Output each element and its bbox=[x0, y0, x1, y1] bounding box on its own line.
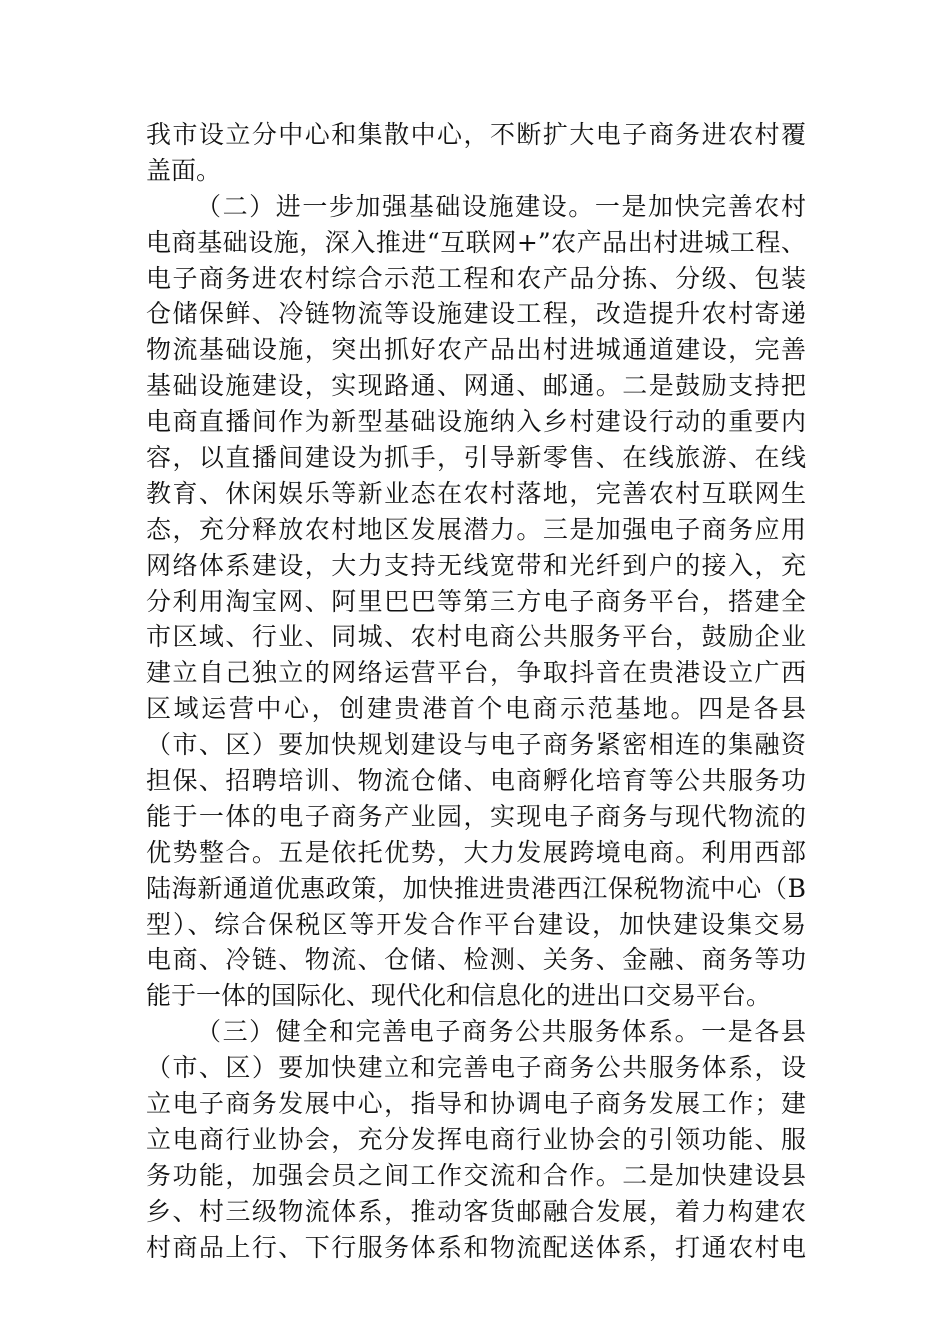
text-line: 务功能，加强会员之间工作交流和合作。二是加快建设县 bbox=[146, 1160, 806, 1190]
text-line: 基础设施建设，实现路通、网通、邮通。二是鼓励支持把 bbox=[146, 371, 806, 401]
text-line: 区域运营中心，创建贵港首个电商示范基地。四是各县 bbox=[146, 694, 806, 724]
text-line: （二）进一步加强基础设施建设。一是加快完善农村 bbox=[196, 191, 806, 221]
text-line: 我市设立分中心和集散中心，不断扩大电子商务进农村覆 bbox=[146, 120, 806, 149]
document-body bbox=[146, 117, 806, 1266]
text-line: （市、区）要加快规划建设与电子商务紧密相连的集融资 bbox=[146, 730, 806, 760]
text-line: 态，充分释放农村地区发展潜力。三是加强电子商务应用 bbox=[146, 514, 806, 544]
text-line: 电商、冷链、物流、仓储、检测、关务、金融、商务等功 bbox=[146, 945, 806, 975]
text-line: 仓储保鲜、冷链物流等设施建设工程，改造提升农村寄递 bbox=[146, 299, 806, 329]
text-line: 能于一体的电子商务产业园，实现电子商务与现代物流的 bbox=[146, 801, 806, 831]
text-line: 能于一体的国际化、现代化和信息化的进出口交易平台。 bbox=[146, 981, 772, 1011]
text-line: 电商直播间作为新型基础设施纳入乡村建设行动的重要内 bbox=[146, 407, 806, 437]
text-line: 立电商行业协会，充分发挥电商行业协会的引领功能、服 bbox=[146, 1124, 806, 1154]
text-line: 网络体系建设，大力支持无线宽带和光纤到户的接入，充 bbox=[146, 550, 806, 580]
text-line: （市、区）要加快建立和完善电子商务公共服务体系，设 bbox=[146, 1053, 806, 1083]
text-line: 容，以直播间建设为抓手，引导新零售、在线旅游、在线 bbox=[146, 443, 806, 473]
text-line: 型）、综合保税区等开发合作平台建设，加快建设集交易 bbox=[146, 909, 806, 939]
text-line: 陆海新通道优惠政策，加快推进贵港西江保税物流中心（B bbox=[146, 873, 806, 903]
text-line: 担保、招聘培训、物流仓储、电商孵化培育等公共服务功 bbox=[146, 766, 806, 796]
text-line: （三）健全和完善电子商务公共服务体系。一是各县 bbox=[196, 1017, 806, 1047]
text-line: 电商基础设施，深入推进“互联网+”农产品出村进城工程、 bbox=[146, 227, 806, 257]
text-line: 盖面。 bbox=[146, 155, 222, 185]
text-line: 分利用淘宝网、阿里巴巴等第三方电子商务平台，搭建全 bbox=[146, 586, 806, 616]
text-line: 村商品上行、下行服务体系和物流配送体系，打通农村电 bbox=[146, 1232, 806, 1262]
text-line: 优势整合。五是依托优势，大力发展跨境电商。利用西部 bbox=[146, 837, 806, 867]
text-line: 乡、村三级物流体系，推动客货邮融合发展，着力构建农 bbox=[146, 1196, 806, 1226]
text-line: 市区域、行业、同城、农村电商公共服务平台，鼓励企业 bbox=[146, 622, 806, 652]
text-line: 教育、休闲娱乐等新业态在农村落地，完善农村互联网生 bbox=[146, 478, 806, 508]
text-line: 物流基础设施，突出抓好农产品出村进城通道建设，完善 bbox=[146, 335, 806, 365]
text-line: 建立自己独立的网络运营平台，争取抖音在贵港设立广西 bbox=[146, 658, 806, 688]
text-line: 立电子商务发展中心，指导和协调电子商务发展工作；建 bbox=[146, 1089, 806, 1119]
text-line: 电子商务进农村综合示范工程和农产品分拣、分级、包装 bbox=[146, 263, 806, 293]
